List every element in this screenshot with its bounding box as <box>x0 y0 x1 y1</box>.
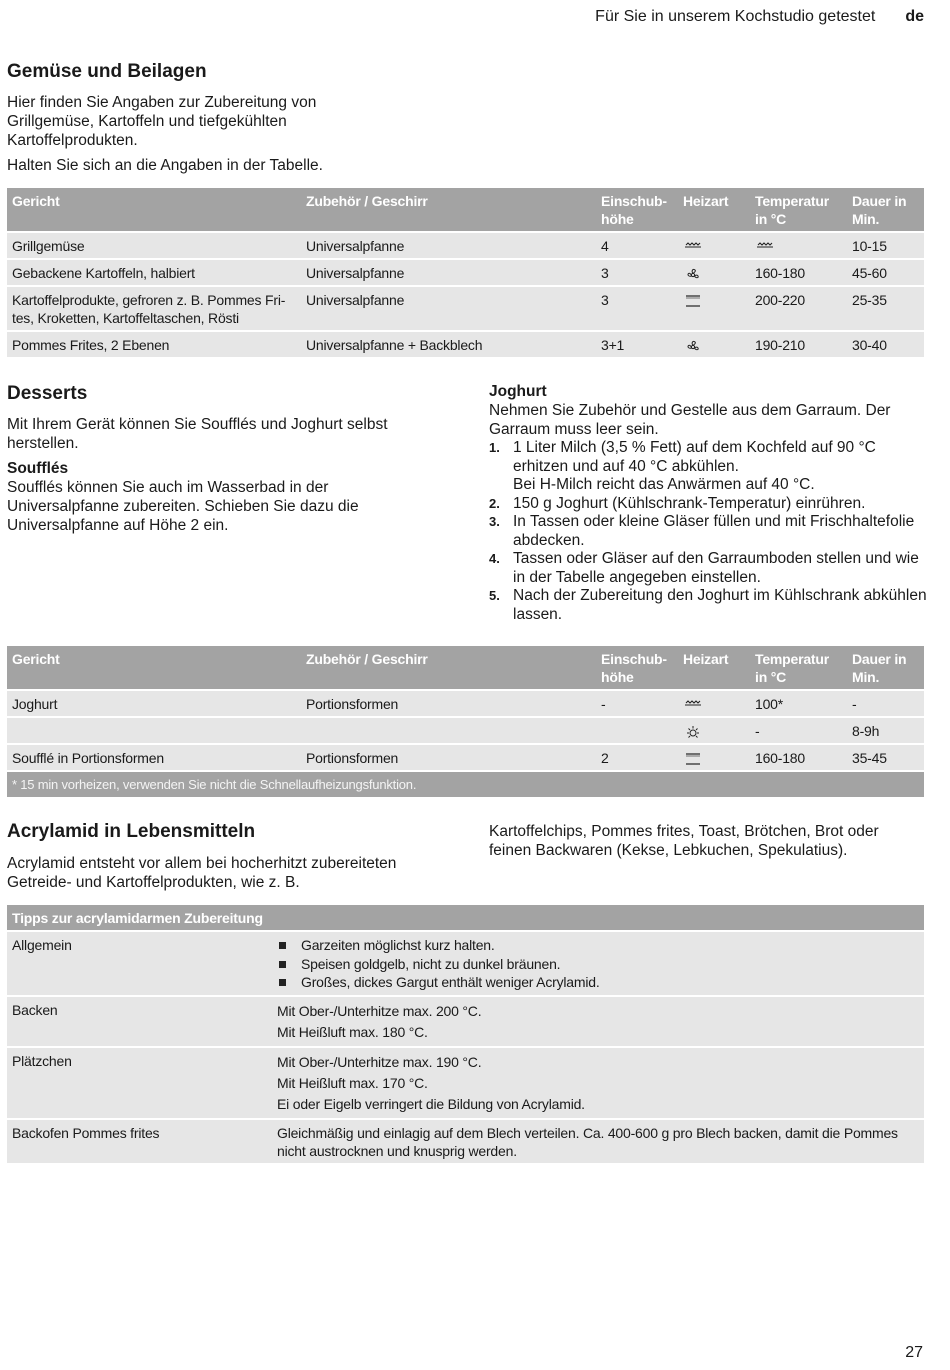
cell-dish: Kartoffelprodukte, gefroren z. B. Pommes Fri-tes, Kroketten, Kartoffeltaschen, Rösti <box>7 286 301 331</box>
list-item: 3. In Tassen oder kleine Gläser füllen und mit Frischhaltefolie abdecken. <box>489 513 915 549</box>
souffle-text: Soufflés können Sie auch im Wasserbad in der Universalpfanne zubereiten. Schieben Sie dazu die Universalpfanne auf Höhe 2 ein. <box>7 479 359 534</box>
cell-dish: Pommes Frites, 2 Ebenen <box>7 331 301 357</box>
cell-dish: Joghurt <box>7 690 301 717</box>
joghurt-steps <box>489 439 929 624</box>
grill-level-icon <box>755 240 775 254</box>
table-row <box>7 232 924 259</box>
table-row <box>7 717 924 744</box>
desserts-intro: Mit Ihrem Gerät können Sie Soufflés und Joghurt selbst herstellen. <box>7 416 388 452</box>
cell-accessory: Universalpfanne <box>301 259 596 286</box>
list-item: 5. Nach der Zubereitung den Joghurt im Kühlschrank abkühlen lassen. <box>489 587 927 623</box>
tip-label: Plätzchen <box>7 1047 272 1119</box>
list-item: Großes, dickes Gargut enthält weniger Acrylamid. <box>277 973 919 992</box>
table-row <box>7 744 924 771</box>
tip-label: Allgemein <box>7 931 272 996</box>
table-row <box>7 1047 924 1119</box>
cell-duration: 25-35 <box>847 286 924 331</box>
cell-temp: 100* <box>750 690 847 717</box>
col-accessory: Zubehör / Geschirr <box>301 646 596 690</box>
cell-level: 2 <box>596 744 678 771</box>
col-accessory: Zubehör / Geschirr <box>301 188 596 232</box>
tip-line: Ei oder Eigelb verringert die Bildung von Acrylamid. <box>277 1095 585 1112</box>
tips-header: Tipps zur acrylamidarmen Zubereitung <box>7 905 924 931</box>
cell-dish: Gebackene Kartoffeln, halbiert <box>7 259 301 286</box>
cell-duration: 8-9h <box>847 717 924 744</box>
cell-dish: Grillgemüse <box>7 232 301 259</box>
table-row <box>7 996 924 1047</box>
tip-line: Gleichmäßig und einlagig auf dem Blech verteilen. Ca. 400-600 g pro Blech backen, damit die Pommes nicht austrocknen und knusprig werden. <box>277 1124 898 1159</box>
heading-gemuese: Gemüse und Beilagen <box>7 61 207 82</box>
col-duration: Dauer in Min. <box>847 646 924 690</box>
col-dish: Gericht <box>7 646 301 690</box>
cell-level: 3 <box>596 286 678 331</box>
cell-temp: 200-220 <box>750 286 847 331</box>
gemuese-hint: Halten Sie sich an die Angaben in der Tabelle. <box>7 157 323 174</box>
col-dish: Gericht <box>7 188 301 232</box>
cell-accessory <box>301 717 596 744</box>
table-desserts <box>7 646 924 797</box>
list-item: Garzeiten möglichst kurz halten. <box>277 936 919 955</box>
acrylamid-text-left: Acrylamid entsteht vor allem bei hocherhitzt zubereiteten Getreide- und Kartoffelprodukten, wie z. B. <box>7 855 397 891</box>
cell-temp: 190-210 <box>750 331 847 357</box>
fan-icon <box>683 267 703 281</box>
cell-duration: 45-60 <box>847 259 924 286</box>
tip-label: Backen <box>7 996 272 1047</box>
list-item: 4. Tassen oder Gläser auf den Garraumboden stellen und wie in der Tabelle angegeben einstellen. <box>489 550 919 586</box>
page-number: 27 <box>905 1344 923 1361</box>
cell-accessory: Universalpfanne + Backblech <box>301 331 596 357</box>
language-code: de <box>905 8 924 25</box>
table-footnote: * 15 min vorheizen, verwenden Sie nicht die Schnellaufheizungsfunktion. <box>7 771 924 797</box>
cell-accessory: Universalpfanne <box>301 286 596 331</box>
table-row <box>7 331 924 357</box>
cell-accessory: Portionsformen <box>301 690 596 717</box>
cell-level: 3 <box>596 259 678 286</box>
top-bottom-heat-icon <box>683 752 703 766</box>
cell-level <box>596 717 678 744</box>
table-tips <box>7 905 924 1163</box>
cell-duration: 30-40 <box>847 331 924 357</box>
cell-dish <box>7 717 301 744</box>
acrylamid-text-right: Kartoffelchips, Pommes frites, Toast, Brötchen, Brot oder feinen Backwaren (Kekse, Lebkuchen, Spekulatius). <box>489 823 879 859</box>
tip-label: Backofen Pommes frites <box>7 1119 272 1163</box>
table-row <box>7 259 924 286</box>
table-header-row <box>7 646 924 690</box>
page-header <box>595 8 924 26</box>
tip-line: Mit Ober-/Unterhitze max. 190 °C. <box>277 1053 482 1070</box>
col-level: Einschub-höhe <box>596 646 678 690</box>
col-heat: Heizart <box>678 646 750 690</box>
table-row <box>7 1119 924 1163</box>
cell-level: 4 <box>596 232 678 259</box>
table-footnote-row <box>7 771 924 797</box>
cell-temp: 160-180 <box>750 259 847 286</box>
col-temp: Temperatur in °C <box>750 188 847 232</box>
grill-icon <box>683 240 703 254</box>
gemuese-intro: Hier finden Sie Angaben zur Zubereitung von Grillgemüse, Kartoffeln und tiefgekühlten Kartoffelprodukten. <box>7 94 317 149</box>
tip-line: Mit Heißluft max. 180 °C. <box>277 1023 428 1040</box>
col-level: Einschub-höhe <box>596 188 678 232</box>
tip-line: Mit Ober-/Unterhitze max. 200 °C. <box>277 1002 482 1019</box>
table-row <box>7 690 924 717</box>
cell-accessory: Portionsformen <box>301 744 596 771</box>
cell-level: - <box>596 690 678 717</box>
col-heat: Heizart <box>678 188 750 232</box>
col-duration: Dauer in Min. <box>847 188 924 232</box>
tip-line: Mit Heißluft max. 170 °C. <box>277 1074 428 1091</box>
heading-desserts: Desserts <box>7 383 88 404</box>
top-bottom-heat-icon <box>683 294 703 308</box>
joghurt-text: Nehmen Sie Zubehör und Gestelle aus dem Garraum. Der Garraum muss leer sein. <box>489 402 891 438</box>
cell-accessory: Universalpfanne <box>301 232 596 259</box>
tip-bullets <box>277 936 919 992</box>
lamp-icon <box>683 725 703 739</box>
header-title: Für Sie in unserem Kochstudio getestet <box>595 8 876 25</box>
table-header-row <box>7 188 924 232</box>
grill-icon <box>683 698 703 712</box>
table-row <box>7 931 924 996</box>
table-header-row <box>7 905 924 931</box>
cell-duration: - <box>847 690 924 717</box>
fan-icon <box>683 339 703 353</box>
souffle-title: Soufflés <box>7 460 69 477</box>
cell-temp: - <box>750 717 847 744</box>
list-item: 2. 150 g Joghurt (Kühlschrank-Temperatur) einrühren. <box>489 494 866 512</box>
cell-duration: 10-15 <box>847 232 924 259</box>
cell-dish: Soufflé in Portionsformen <box>7 744 301 771</box>
cell-duration: 35-45 <box>847 744 924 771</box>
table-row <box>7 286 924 331</box>
cell-level: 3+1 <box>596 331 678 357</box>
heading-acrylamid: Acrylamid in Lebensmitteln <box>7 821 256 842</box>
col-temp: Temperatur in °C <box>750 646 847 690</box>
cell-temp: 160-180 <box>750 744 847 771</box>
list-item: 1. 1 Liter Milch (3,5 % Fett) auf dem Kochfeld auf 90 °C erhitzen und auf 40 °C abkühlen. Bei H-Milch reicht das Anwärmen auf 40 °C. <box>489 439 876 493</box>
list-item: Speisen goldgelb, nicht zu dunkel bräunen. <box>277 955 919 974</box>
table-gemuese <box>7 188 924 357</box>
joghurt-title: Joghurt <box>489 383 547 400</box>
